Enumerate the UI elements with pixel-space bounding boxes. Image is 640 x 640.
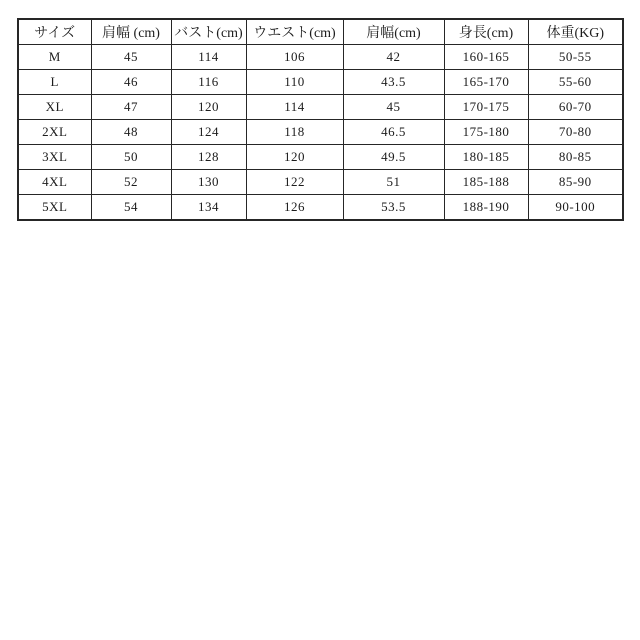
cell-height: 160-165 — [444, 45, 528, 70]
cell-bust: 124 — [171, 120, 246, 145]
cell-waist: 110 — [246, 70, 343, 95]
size-chart-table — [17, 18, 624, 221]
cell-shoulder: 47 — [91, 95, 171, 120]
cell-height: 185-188 — [444, 170, 528, 195]
cell-weight: 90-100 — [528, 195, 623, 221]
cell-shoulder: 45 — [91, 45, 171, 70]
cell-shoulder: 50 — [91, 145, 171, 170]
cell-waist: 118 — [246, 120, 343, 145]
table-row-3xl — [18, 145, 623, 170]
cell-shoulder-2: 46.5 — [343, 120, 444, 145]
table-row-l — [18, 70, 623, 95]
cell-shoulder: 48 — [91, 120, 171, 145]
column-header-height: 身長(cm) — [444, 19, 528, 45]
table-row-xl — [18, 95, 623, 120]
cell-weight: 80-85 — [528, 145, 623, 170]
column-header-size: サイズ — [18, 19, 91, 45]
cell-shoulder-2: 51 — [343, 170, 444, 195]
cell-size: L — [18, 70, 91, 95]
cell-shoulder: 52 — [91, 170, 171, 195]
table-row-5xl — [18, 195, 623, 221]
column-header-bust: バスト(cm) — [171, 19, 246, 45]
cell-weight: 60-70 — [528, 95, 623, 120]
cell-shoulder-2: 49.5 — [343, 145, 444, 170]
cell-size: 2XL — [18, 120, 91, 145]
cell-height: 188-190 — [444, 195, 528, 221]
column-header-shoulder-width: 肩幅 (cm) — [91, 19, 171, 45]
cell-shoulder-2: 42 — [343, 45, 444, 70]
cell-shoulder: 46 — [91, 70, 171, 95]
cell-waist: 114 — [246, 95, 343, 120]
cell-waist: 106 — [246, 45, 343, 70]
table-row-2xl — [18, 120, 623, 145]
cell-waist: 126 — [246, 195, 343, 221]
cell-bust: 114 — [171, 45, 246, 70]
cell-weight: 50-55 — [528, 45, 623, 70]
cell-bust: 134 — [171, 195, 246, 221]
cell-height: 170-175 — [444, 95, 528, 120]
cell-shoulder-2: 45 — [343, 95, 444, 120]
column-header-weight: 体重(KG) — [528, 19, 623, 45]
cell-size: 3XL — [18, 145, 91, 170]
column-header-shoulder-width-2: 肩幅(cm) — [343, 19, 444, 45]
cell-bust: 130 — [171, 170, 246, 195]
table-row-4xl — [18, 170, 623, 195]
table-row-m — [18, 45, 623, 70]
cell-bust: 120 — [171, 95, 246, 120]
column-header-waist: ウエスト(cm) — [246, 19, 343, 45]
cell-weight: 55-60 — [528, 70, 623, 95]
cell-height: 175-180 — [444, 120, 528, 145]
cell-height: 180-185 — [444, 145, 528, 170]
cell-weight: 70-80 — [528, 120, 623, 145]
cell-size: 5XL — [18, 195, 91, 221]
cell-waist: 122 — [246, 170, 343, 195]
cell-waist: 120 — [246, 145, 343, 170]
cell-size: 4XL — [18, 170, 91, 195]
cell-shoulder: 54 — [91, 195, 171, 221]
cell-size: M — [18, 45, 91, 70]
cell-shoulder-2: 53.5 — [343, 195, 444, 221]
cell-bust: 128 — [171, 145, 246, 170]
cell-height: 165-170 — [444, 70, 528, 95]
cell-weight: 85-90 — [528, 170, 623, 195]
cell-shoulder-2: 43.5 — [343, 70, 444, 95]
cell-bust: 116 — [171, 70, 246, 95]
cell-size: XL — [18, 95, 91, 120]
header-row — [18, 19, 623, 45]
